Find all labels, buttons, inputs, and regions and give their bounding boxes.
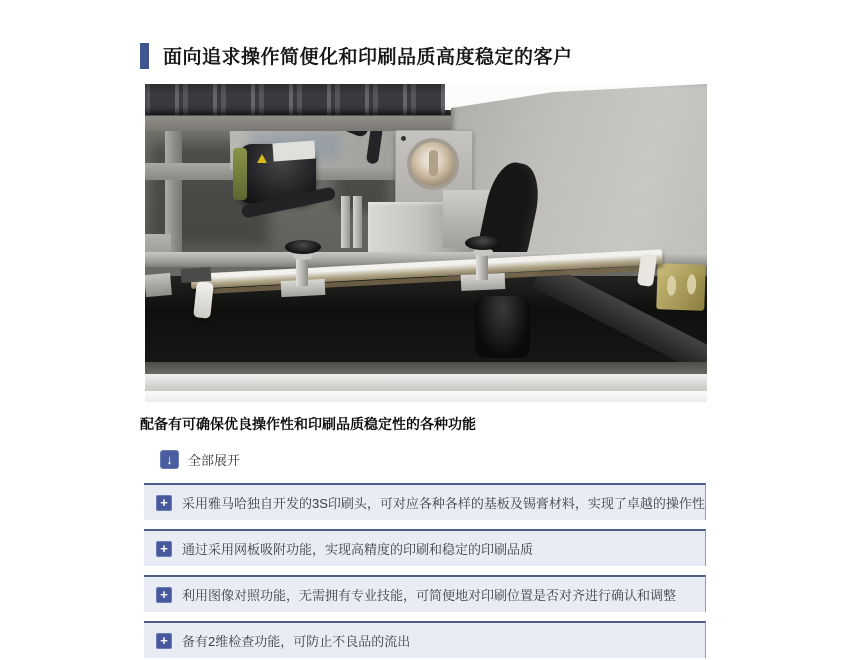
down-arrow-icon[interactable]: ↓ (160, 450, 179, 469)
accordion-item-label: 备有2维检查功能，可防止不良品的流出 (182, 634, 411, 649)
accordion-item-label: 利用图像对照功能，无需拥有专业技能，可简便地对印刷位置是否对齐进行确认和调整 (182, 588, 677, 603)
machine-part-motor-label (272, 141, 315, 162)
machine-part-knob-stem (476, 252, 488, 280)
expand-all-button[interactable] (160, 450, 240, 469)
accordion-item-label: 采用雅马哈独自开发的3S印刷头，可对应各种各样的基板及锡膏材料，实现了卓越的操作性 (182, 496, 705, 511)
machine-part-clamp-finger (341, 196, 350, 248)
machine-part-knob-head (465, 236, 501, 250)
plus-icon[interactable]: + (156, 495, 172, 511)
plus-icon[interactable]: + (156, 587, 172, 603)
accordion-item-label: 通过采用网板吸附功能，实现高精度的印刷和稳定的印刷品质 (182, 542, 534, 557)
machine-part-clamp (145, 273, 172, 297)
accordion-item-stencil-vacuum[interactable] (144, 529, 706, 566)
accordion-item-print-head[interactable] (144, 483, 706, 520)
plus-icon[interactable]: + (156, 633, 172, 649)
machine-part-table-edge (145, 362, 707, 374)
title-accent-bar (140, 43, 149, 69)
machine-part-screw (401, 136, 406, 141)
accordion-item-image-check[interactable] (144, 575, 706, 612)
machine-part-warning-sticker (257, 154, 267, 163)
machine-part-front-rail (145, 374, 707, 391)
expand-all-label: 全部展开 (188, 453, 241, 468)
machine-part-knob-stem (296, 256, 308, 286)
machine-part-bracket-hole (667, 276, 677, 296)
machine-photo (145, 84, 707, 402)
machine-part-knob-head (285, 240, 321, 254)
machine-part-clamp-finger (353, 196, 362, 248)
accordion-item-2d-inspection[interactable] (144, 621, 706, 658)
machine-part-front-edge (145, 391, 707, 402)
machine-part-motor-cap (233, 148, 247, 200)
machine-part-clamp (181, 267, 212, 283)
machine-part-dark-cylinder (475, 296, 530, 358)
machine-part-brass-bracket (656, 263, 706, 311)
machine-part-bracket-hole (687, 274, 697, 294)
machine-part-cable-chain (145, 84, 457, 115)
page-title (140, 42, 573, 69)
page-title-text: 面向追求操作简便化和印刷品质高度稳定的客户 (163, 47, 573, 68)
machine-part-top-beam (145, 115, 467, 131)
plus-icon[interactable]: + (156, 541, 172, 557)
machine-part-knob-slot (429, 150, 438, 176)
features-heading: 配备有可确保优良操作性和印刷品质稳定性的各种功能 (140, 416, 476, 432)
